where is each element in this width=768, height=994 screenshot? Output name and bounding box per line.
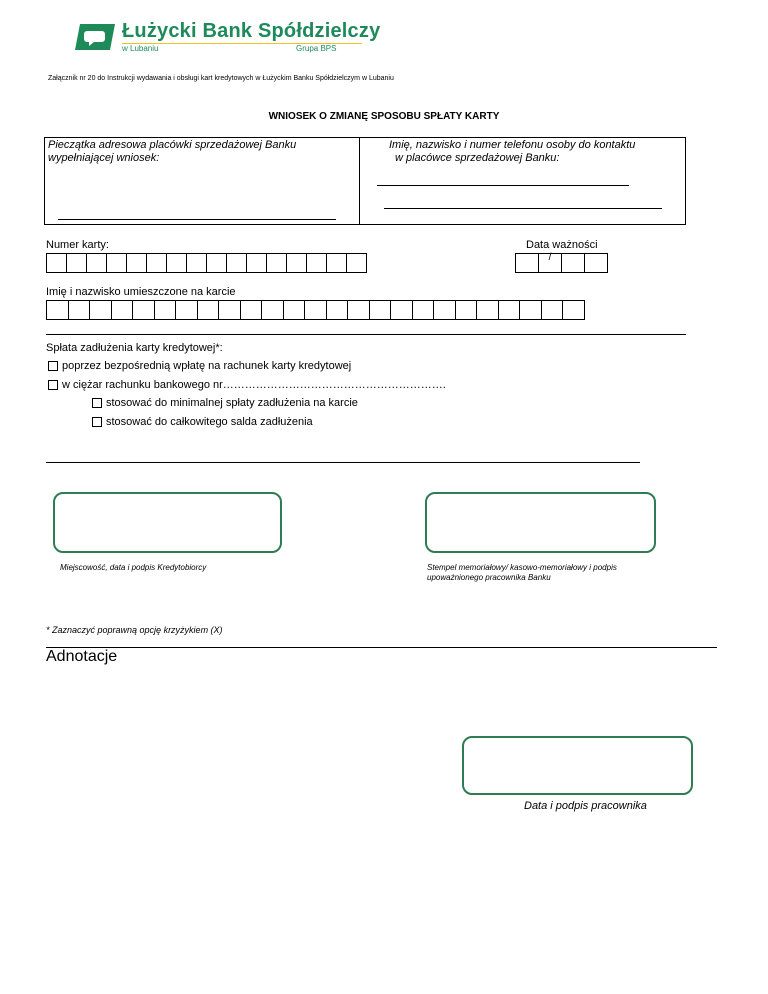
card-name-cell[interactable]: [305, 300, 327, 320]
card-number-cell[interactable]: [227, 253, 247, 273]
card-name-cell[interactable]: [176, 300, 198, 320]
expiry-cell[interactable]: [585, 253, 608, 273]
card-name-cell[interactable]: [155, 300, 177, 320]
checkbox-minimal-repayment[interactable]: [92, 398, 102, 408]
bank-name: Łużycki Bank Spółdzielczy: [122, 20, 381, 42]
card-name-cell[interactable]: [69, 300, 91, 320]
card-name-cell[interactable]: [542, 300, 564, 320]
contact-person-line-2[interactable]: [384, 208, 662, 209]
repayment-heading: Spłata zadłużenia karty kredytowej*:: [46, 342, 223, 354]
checkbox-bank-account[interactable]: [48, 380, 58, 390]
section-divider: [46, 334, 686, 335]
card-number-cell[interactable]: [207, 253, 227, 273]
card-number-cell[interactable]: [167, 253, 187, 273]
expiry-cell[interactable]: [539, 253, 562, 273]
card-name-cell[interactable]: [262, 300, 284, 320]
card-name-cells[interactable]: [46, 300, 585, 320]
card-number-cell[interactable]: [147, 253, 167, 273]
card-name-cell[interactable]: [434, 300, 456, 320]
card-number-cell[interactable]: [107, 253, 127, 273]
card-number-cell[interactable]: [287, 253, 307, 273]
checkbox-direct-payment[interactable]: [48, 361, 58, 371]
card-name-cell[interactable]: [219, 300, 241, 320]
card-name-cell[interactable]: [133, 300, 155, 320]
client-signature-box[interactable]: [53, 492, 282, 553]
card-number-cell[interactable]: [127, 253, 147, 273]
bank-logo-icon: [75, 24, 115, 50]
employee-signature-caption: Data i podpis pracownika: [524, 800, 647, 812]
card-name-cell[interactable]: [499, 300, 521, 320]
employee-signature-box[interactable]: [462, 736, 693, 795]
card-name-cell[interactable]: [327, 300, 349, 320]
card-name-cell[interactable]: [370, 300, 392, 320]
card-name-cell[interactable]: [90, 300, 112, 320]
client-signature-caption: Miejscowość, data i podpis Kredytobiorcy: [60, 563, 207, 572]
card-number-cell[interactable]: [267, 253, 287, 273]
branch-stamp-label: Pieczątka adresowa placówki sprzedażowej Banku wypełniającej wniosek:: [48, 139, 297, 164]
card-number-label: Numer karty:: [46, 239, 109, 251]
annotations-heading: Adnotacje: [46, 648, 118, 665]
card-number-cell[interactable]: [87, 253, 107, 273]
document-title: WNIOSEK O ZMIANĘ SPOSOBU SPŁATY KARTY: [268, 111, 500, 122]
expiry-cells[interactable]: [515, 253, 608, 273]
card-name-cell[interactable]: [456, 300, 478, 320]
bank-stamp-box[interactable]: [425, 492, 656, 553]
card-number-cell[interactable]: [187, 253, 207, 273]
expiry-cell[interactable]: [516, 253, 539, 273]
contact-person-line-1[interactable]: [377, 185, 629, 186]
card-name-cell[interactable]: [348, 300, 370, 320]
option-minimal-repayment[interactable]: stosować do minimalnej spłaty zadłużenia na karcie: [92, 397, 358, 409]
card-number-cell[interactable]: [247, 253, 267, 273]
card-number-cell[interactable]: [307, 253, 327, 273]
bank-location: w Lubaniu: [122, 44, 159, 53]
bank-group: Grupa BPS: [296, 44, 337, 53]
card-name-cell[interactable]: [413, 300, 435, 320]
card-name-cell[interactable]: [241, 300, 263, 320]
branch-stamp-line[interactable]: [58, 219, 336, 220]
card-name-cell[interactable]: [198, 300, 220, 320]
card-name-cell[interactable]: [477, 300, 499, 320]
card-name-label: Imię i nazwisko umieszczone na karcie: [46, 286, 236, 298]
card-number-cell[interactable]: [67, 253, 87, 273]
section-divider: [46, 462, 640, 463]
card-number-cell[interactable]: [327, 253, 347, 273]
expiry-label: Data ważności: [526, 239, 598, 251]
expiry-separator: /: [548, 252, 552, 263]
card-name-cell[interactable]: [47, 300, 69, 320]
card-number-cell[interactable]: [347, 253, 367, 273]
expiry-cell[interactable]: [562, 253, 585, 273]
card-name-cell[interactable]: [563, 300, 585, 320]
info-box-divider: [359, 137, 360, 225]
card-name-cell[interactable]: [112, 300, 134, 320]
card-number-cell[interactable]: [47, 253, 67, 273]
card-number-cells[interactable]: [46, 253, 367, 273]
option-bank-account[interactable]: w ciężar rachunku bankowego nr…………………………………………………….: [48, 379, 446, 391]
card-name-cell[interactable]: [284, 300, 306, 320]
card-name-cell[interactable]: [520, 300, 542, 320]
annex-note: Załącznik nr 20 do Instrukcji wydawania i obsługi kart kredytowych w Łużyckim Banku Spółdzielczym w Lubaniu: [48, 75, 394, 82]
option-total-repayment[interactable]: stosować do całkowitego salda zadłużenia: [92, 416, 313, 428]
contact-person-label: Imię, nazwisko i numer telefonu osoby do kontaktu w placówce sprzedażowej Banku:: [389, 139, 636, 164]
bank-stamp-caption: Stempel memoriałowy/ kasowo-memoriałowy i podpis upoważnionego pracownika Banku: [427, 563, 617, 582]
option-direct-payment[interactable]: poprzez bezpośrednią wpłatę na rachunek karty kredytowej: [48, 360, 351, 372]
section-divider: [46, 647, 717, 648]
checkbox-total-repayment[interactable]: [92, 417, 102, 427]
footnote: * Zaznaczyć poprawną opcję krzyżykiem (X): [46, 625, 223, 635]
card-name-cell[interactable]: [391, 300, 413, 320]
